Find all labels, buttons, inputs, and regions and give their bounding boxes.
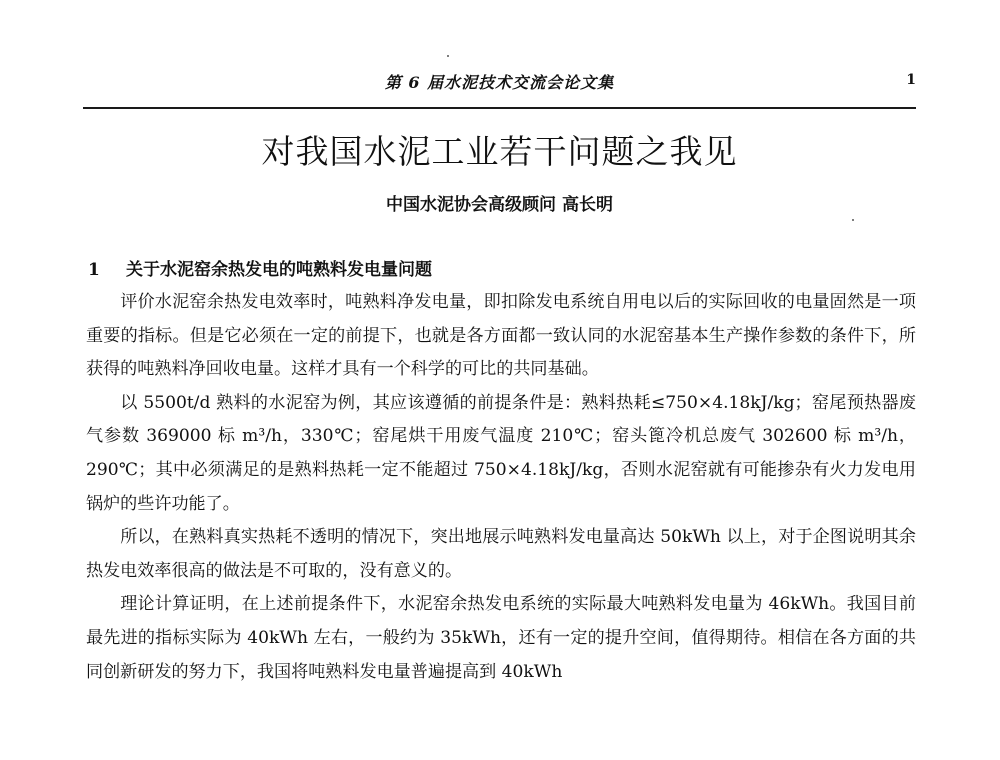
section-heading <box>88 258 432 282</box>
scan-speck <box>852 219 854 221</box>
scan-speck <box>447 55 449 57</box>
paragraph-3: 所以，在熟料真实热耗不透明的情况下，突出地展示吨熟料发电量高达 50kWh 以上，对于企图说明其余热发电效率很高的做法是不可取的，没有意义的。 <box>86 527 916 581</box>
header-rule <box>83 107 916 109</box>
paragraph-2: 以 5500t/d 熟料的水泥窑为例，其应该遵循的前提条件是：熟料热耗≤750×4.18kJ/kg；窑尾预热器废气参数 369000 标 m³/h，330℃；窑尾烘干用废气温度 210℃；窑头篦冷机总废气 302600 标 m³/h，290℃；其中必须满足的是熟料热耗一定不能超过 750×4.18kJ/kg，否则水泥窑就有可能掺杂有火力发电用锅炉的些许功能了。 <box>86 392 916 514</box>
paragraph-4: 理论计算证明，在上述前提条件下，水泥窑余热发电系统的实际最大吨熟料发电量为 46kWh。我国目前最先进的指标实际为 40kWh 左右，一般约为 35kWh，还有一定的提升空间，值得期待。相信在各方面的共同创新研发的努力下，我国将吨熟料发电量普遍提高到 40kWh <box>86 594 916 682</box>
body-text <box>86 286 916 689</box>
article-title: 对我国水泥工业若干问题之我见 <box>261 132 738 171</box>
page-number: 1 <box>906 72 916 88</box>
section-number: 1 <box>88 260 100 280</box>
section-title: 关于水泥窑余热发电的吨熟料发电量问题 <box>126 260 432 280</box>
paragraph-1: 评价水泥窑余热发电效率时，吨熟料净发电量，即扣除发电系统自用电以后的实际回收的电量固然是一项重要的指标。但是它必须在一定的前提下，也就是各方面都一致认同的水泥窑基本生产操作参数的条件下，所获得的吨熟料净回收电量。这样才具有一个科学的可比的共同基础。 <box>86 292 916 380</box>
running-title: 第 6 届水泥技术交流会论文集 <box>384 73 615 92</box>
running-header <box>83 70 916 98</box>
article-author: 中国水泥协会高级顾问 高长明 <box>386 195 613 215</box>
